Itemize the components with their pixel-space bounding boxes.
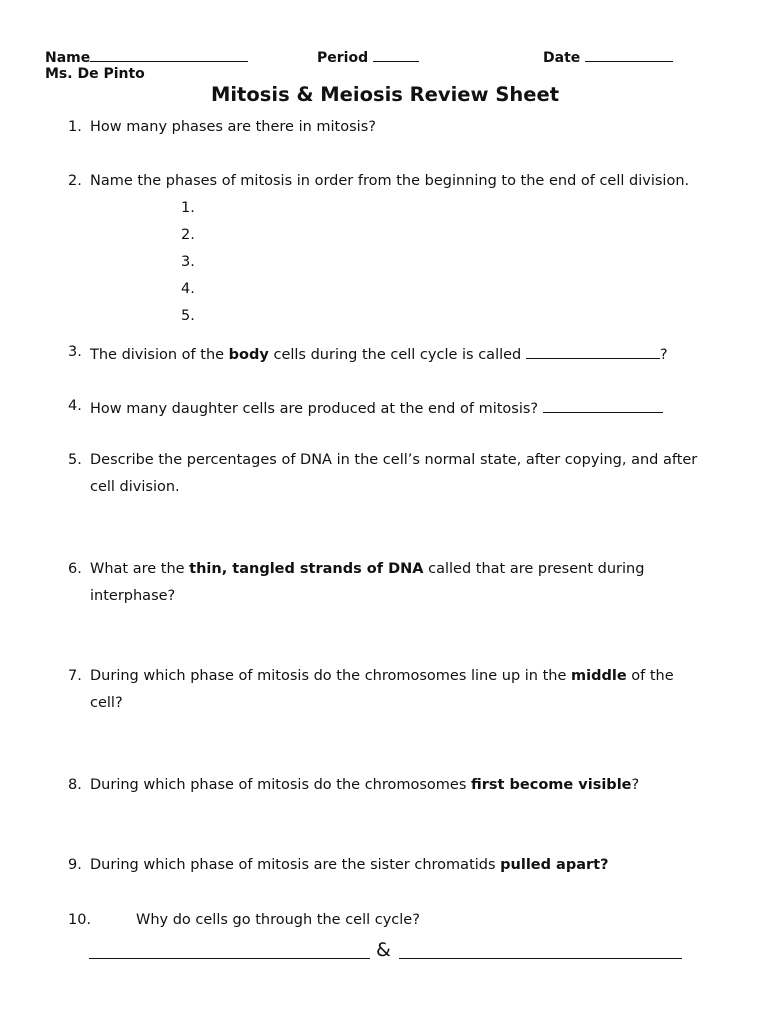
name-blank[interactable] xyxy=(90,47,248,62)
ampersand: & xyxy=(376,939,391,961)
answer-blank[interactable] xyxy=(526,344,660,359)
question-text-continued: cell division. xyxy=(90,479,180,495)
date-label: Date xyxy=(543,47,673,66)
phase-item: 4. xyxy=(181,281,195,297)
period-blank[interactable] xyxy=(373,47,419,62)
question-number: 1. xyxy=(68,119,82,135)
name-label: Name xyxy=(45,47,248,66)
question-text: How many phases are there in mitosis? xyxy=(90,119,376,135)
page-title: Mitosis & Meiosis Review Sheet xyxy=(210,83,560,106)
question-text: Name the phases of mitosis in order from the beginning to the end of cell division. xyxy=(90,173,690,189)
question-number: 10. xyxy=(68,912,92,928)
phase-item: 5. xyxy=(181,308,195,324)
teacher-name: Ms. De Pinto xyxy=(45,66,145,82)
question-text: During which phase of mitosis are the sister chromatids pulled apart? xyxy=(90,857,609,873)
question-number: 8. xyxy=(68,777,82,793)
phase-item: 2. xyxy=(181,227,195,243)
question-text-continued: interphase? xyxy=(90,588,176,604)
phase-item: 1. xyxy=(181,200,195,216)
question-number: 2. xyxy=(68,173,82,189)
answer-blank[interactable] xyxy=(543,398,663,413)
question-text: What are the thin, tangled strands of DNA called that are present during xyxy=(90,561,645,577)
question-number: 4. xyxy=(68,398,82,414)
question-text: The division of the body cells during the cell cycle is called ? xyxy=(90,344,668,363)
question-number: 5. xyxy=(68,452,82,468)
answer-line-left[interactable] xyxy=(89,958,370,959)
question-text: Why do cells go through the cell cycle? xyxy=(136,912,420,928)
question-text: During which phase of mitosis do the chromosomes first become visible? xyxy=(90,777,640,793)
phase-item: 3. xyxy=(181,254,195,270)
question-text: During which phase of mitosis do the chromosomes line up in the middle of the xyxy=(90,668,674,684)
question-text: Describe the percentages of DNA in the cell’s normal state, after copying, and after xyxy=(90,452,698,468)
question-text: How many daughter cells are produced at the end of mitosis? xyxy=(90,398,663,417)
period-label: Period xyxy=(317,47,419,66)
question-text-continued: cell? xyxy=(90,695,123,711)
question-number: 7. xyxy=(68,668,82,684)
answer-line-right[interactable] xyxy=(399,958,682,959)
question-number: 3. xyxy=(68,344,82,360)
question-number: 9. xyxy=(68,857,82,873)
date-blank[interactable] xyxy=(585,47,673,62)
question-number: 6. xyxy=(68,561,82,577)
